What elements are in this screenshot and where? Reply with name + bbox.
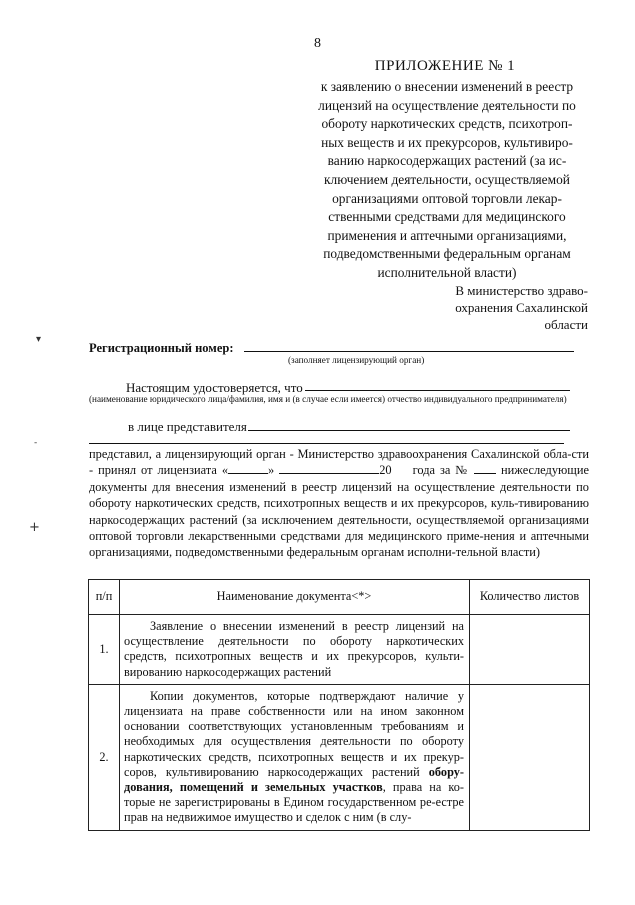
row-document-name [120,684,470,830]
body-text-part: года за № [412,463,470,478]
caption-line: применения и аптечными организациями, [327,227,567,243]
caption-line: исполнительной власти) [377,264,517,280]
row-sheet-count[interactable] [470,684,590,830]
header-number: п/п [89,580,120,615]
caption-line: ных веществ и их прекурсоров, культивиро- [321,134,573,150]
body-paragraph [89,446,589,561]
row-sheet-count[interactable] [470,615,590,685]
scan-mark: + [29,520,40,535]
body-text-part: представил, а лицензирующий орган - Министерство здравоохранения Сахалинской обла-сти - принял от лицензиата « [89,447,589,478]
representative-label: в лице представителя [128,419,247,434]
registration-label: Регистрационный номер: [89,341,234,355]
body-text-part: » [268,463,275,478]
appendix-caption [292,78,602,283]
row-text: Копии документов, которые подтверждают наличие у лицензиата на праве собственности или на ином законном основании соответствующих установленным требованиям и необходимых для осуществления деятельности по обороту наркотических средств, психотропных веществ и их прекур-соров, культивированию наркосодержащих растений [124,688,464,779]
table-row [89,615,590,685]
certify-label: Настоящим удостоверяется, что [126,380,303,395]
caption-line: лицензий на осуществление деятельности по [318,97,576,113]
addressee-line: В министерство здраво- [455,283,588,298]
caption-line: ванию наркосодержащих растений (за ис- [327,153,567,169]
appendix-title: ПРИЛОЖЕНИЕ № 1 [374,58,516,74]
day-field[interactable] [228,463,268,474]
registration-hint: (заполняет лицензирующий орган) [288,355,425,365]
registration-number-field[interactable] [244,351,574,352]
header-document-name: Наименование документа<*> [120,580,470,615]
row-number: 2. [89,684,120,830]
table-row [89,684,590,830]
caption-line: обороту наркотических средств, психотроп- [321,116,573,132]
number-field[interactable] [474,463,496,474]
row-text-bold: обору-дования, помещений и земельных участков [124,764,464,795]
row-document-name: Заявление о внесении изменений в реестр лицензий на осуществление деятельности по обороту наркотических средств, психотропных веществ и их прекурсоров, культи-вированию наркосодержащих растений [120,615,470,685]
body-text-part: нижеследующие документы для внесения изменений в реестр лицензий на осуществление деятельности по обороту наркотических средств, психотропных веществ и их прекурсоров, куль-тивированию наркосодержащих растений (за исключением деятельности, осуществляемой организациями оптовой торговли лекарственными средствами для медицинского приме-нения и аптечными организациями, подведомственными федеральным органам исполни-тельной власти) [89,463,589,560]
table-header-row [89,580,590,615]
caption-line: подведомственными федеральным органам [323,246,571,262]
documents-table [88,579,590,831]
licensee-name-hint: (наименование юридического лица/фамилия, имя и (в случае если имеется) отчество индивидуального предпринимателя) [89,394,567,404]
caption-line: к заявлению о внесении изменений в реестр [320,79,574,94]
representative-field[interactable] [248,430,570,431]
scan-mark: ‐ [34,438,38,448]
addressee-line: охранения Сахалинской [455,300,588,315]
year-field[interactable] [392,464,408,474]
row-number: 1. [89,615,120,685]
addressee [430,282,588,333]
year-prefix: 20 [379,463,392,478]
month-field[interactable] [279,463,379,474]
row-text: , права на ко-торые не зарегистрированы в Едином государственном ре-естре прав на недвижимое имущество и сделок с ним (в слу- [124,780,464,825]
caption-line: ключением деятельности, осуществляемой [324,171,570,187]
caption-line: ственными средствами для медицинского [328,209,566,225]
representative-field-continued[interactable] [89,443,564,444]
page-number: 8 [314,36,321,51]
header-sheet-count: Количество листов [470,580,590,615]
scan-mark: ▾ [36,334,42,345]
licensee-name-field[interactable] [305,390,570,391]
addressee-line: области [544,317,588,332]
caption-line: организациями оптовой торговли лекар- [332,190,562,206]
